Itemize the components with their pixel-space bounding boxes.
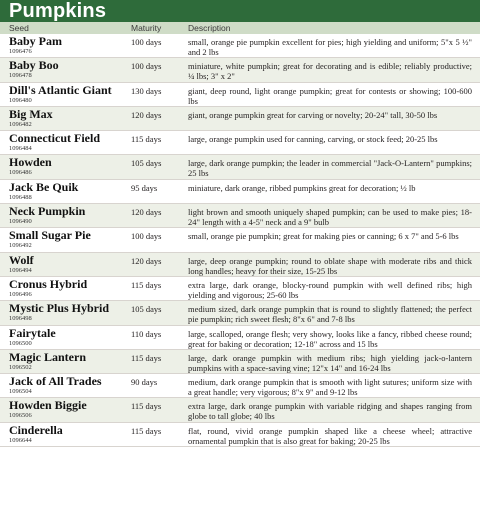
seed-code: 1096480 xyxy=(9,96,32,104)
maturity-cell: 100 days xyxy=(131,231,162,242)
maturity-cell: 110 days xyxy=(131,328,162,339)
table-row xyxy=(0,326,480,350)
seed-cell xyxy=(0,253,131,276)
table-row xyxy=(0,155,480,179)
maturity-cell: 105 days xyxy=(131,158,162,169)
seed-cell xyxy=(0,107,131,130)
table-row xyxy=(0,34,480,58)
seed-cell xyxy=(0,398,131,421)
seed-cell xyxy=(0,326,131,349)
maturity-cell: 100 days xyxy=(131,61,162,72)
seed-name: Baby Pam xyxy=(9,34,63,48)
seed-code: 1096644 xyxy=(9,436,32,444)
seed-cell xyxy=(0,131,131,154)
description-cell: large, orange pumpkin used for canning, carving, or stock feed; 20-25 lbs xyxy=(188,134,438,145)
description-cell: large, dark orange pumpkin; the leader in commercial "Jack-O-Lantern" pumpkins; 25 lbs xyxy=(188,158,472,179)
seed-code: 1096482 xyxy=(9,120,32,128)
seed-name: Howden xyxy=(9,155,52,170)
description-cell: large, scalloped, orange flesh; very showy, looks like a fancy, ribbed cheese round; great for baking or decoration; 12-18" across and 15 lbs xyxy=(188,328,472,349)
column-header-seed: Seed xyxy=(9,23,29,33)
table-header xyxy=(0,0,480,22)
seed-name: Mystic Plus Hybrid xyxy=(9,301,110,316)
seed-code: 1096488 xyxy=(9,193,32,201)
seed-name: Cronus Hybrid xyxy=(9,276,88,291)
description-cell: large, deep orange pumpkin; round to oblate shape with moderate ribs and thick long handles; heavy for their size, 15-25 lbs xyxy=(188,255,472,276)
seed-name: Magic Lantern xyxy=(9,349,86,364)
maturity-cell: 115 days xyxy=(131,401,162,412)
seed-code: 1096494 xyxy=(9,266,32,274)
description-cell: miniature, dark orange, ribbed pumpkins great for decoration; ½ lb xyxy=(188,182,416,193)
seed-cell xyxy=(0,180,131,203)
seed-name: Dill's Atlantic Giant xyxy=(9,82,112,97)
seed-code: 1096478 xyxy=(9,72,32,80)
maturity-cell: 120 days xyxy=(131,109,162,120)
maturity-cell: 115 days xyxy=(131,279,162,290)
seed-code: 1096484 xyxy=(9,145,32,153)
seed-name: Wolf xyxy=(9,252,34,267)
column-headers xyxy=(0,22,480,34)
table-row xyxy=(0,423,480,447)
seed-name: Big Max xyxy=(9,106,53,121)
table-row xyxy=(0,350,480,374)
seed-code: 1096496 xyxy=(9,290,32,298)
description-cell: flat, round, vivid orange pumpkin shaped like a cheese wheel; attractive ornamental pumpkin that is also great for baking; 20-25 lbs xyxy=(188,425,472,446)
description-cell: light brown and smooth uniquely shaped pumpkin; can be used to make pies; 18-24" length with a 4-5" neck and a 9" bulb xyxy=(188,207,472,228)
table-row xyxy=(0,180,480,204)
seed-name: Neck Pumpkin xyxy=(9,204,86,219)
seed-code: 1096498 xyxy=(9,315,32,323)
seed-name: Baby Boo xyxy=(9,58,59,73)
table-row xyxy=(0,253,480,277)
maturity-cell: 115 days xyxy=(131,352,162,363)
table-row xyxy=(0,277,480,301)
table-row xyxy=(0,83,480,107)
seed-cell xyxy=(0,374,131,397)
seed-code: 1096476 xyxy=(9,48,32,55)
column-header-maturity: Maturity xyxy=(131,23,162,33)
table-row xyxy=(0,374,480,398)
table-row xyxy=(0,398,480,422)
maturity-cell: 115 days xyxy=(131,425,162,436)
seed-cell xyxy=(0,155,131,178)
pumpkin-table xyxy=(0,34,480,447)
maturity-cell: 100 days xyxy=(131,37,162,47)
description-cell: extra large, dark orange, blocky-round pumpkin with well defined ribs; high yielding and vigorous; 25-60 lbs xyxy=(188,279,472,300)
seed-name: Howden Biggie xyxy=(9,398,87,413)
maturity-cell: 130 days xyxy=(131,85,162,96)
description-cell: miniature, white pumpkin; great for decorating and is edible; reliably productive; ¼ lbs; 3" x 2" xyxy=(188,61,472,82)
page-title: Pumpkins xyxy=(9,0,107,22)
seed-name: Jack of All Trades xyxy=(9,374,102,389)
seed-code: 1096506 xyxy=(9,412,32,420)
maturity-cell: 120 days xyxy=(131,255,162,266)
seed-cell xyxy=(0,58,131,81)
seed-cell xyxy=(0,350,131,373)
description-cell: medium sized, dark orange pumpkin that is round to slightly flattened; the perfect pie pumpkin; rich sweet flesh; 8"x 6" and 7-8 lbs xyxy=(188,304,472,325)
seed-code: 1096490 xyxy=(9,218,32,226)
seed-code: 1096504 xyxy=(9,388,32,396)
description-cell: large, dark orange pumpkin with medium ribs; high yielding jack-o-lantern pumpkins with a space-saving vine; 12"x 14" and 16-24 lbs xyxy=(188,352,472,373)
seed-code: 1096502 xyxy=(9,363,32,371)
description-cell: giant, orange pumpkin great for carving or novelty; 20-24" tall, 30-50 lbs xyxy=(188,109,438,120)
seed-code: 1096500 xyxy=(9,339,32,347)
seed-cell xyxy=(0,204,131,227)
table-row xyxy=(0,107,480,131)
table-row xyxy=(0,228,480,252)
maturity-cell: 105 days xyxy=(131,304,162,315)
seed-name: Cinderella xyxy=(9,422,63,437)
seed-cell xyxy=(0,34,131,57)
seed-code: 1096486 xyxy=(9,169,32,177)
seed-name: Connecticut Field xyxy=(9,131,100,146)
table-row xyxy=(0,301,480,325)
seed-name: Jack Be Quik xyxy=(9,179,79,194)
description-cell: giant, deep round, light orange pumpkin; great for contests or showing; 100-600 lbs xyxy=(188,85,472,106)
seed-name: Fairytale xyxy=(9,325,56,340)
description-cell: small, orange pie pumpkin; great for making pies or canning; 6 x 7" and 5-6 lbs xyxy=(188,231,459,242)
description-cell: extra large, dark orange pumpkin with variable ridging and shapes ranging from globe to tall globe; 40 lbs xyxy=(188,401,472,422)
column-header-description: Description xyxy=(188,23,231,33)
table-row xyxy=(0,58,480,82)
seed-cell xyxy=(0,228,131,251)
seed-cell xyxy=(0,277,131,300)
seed-name: Small Sugar Pie xyxy=(9,228,91,243)
seed-cell xyxy=(0,301,131,324)
maturity-cell: 95 days xyxy=(131,182,158,193)
seed-code: 1096492 xyxy=(9,242,32,250)
seed-cell xyxy=(0,83,131,106)
table-row xyxy=(0,204,480,228)
maturity-cell: 120 days xyxy=(131,207,162,218)
table-row xyxy=(0,131,480,155)
maturity-cell: 90 days xyxy=(131,377,158,388)
description-cell: medium, dark orange pumpkin that is smooth with light sutures; uniform size with a great handle; very vigorous; 8"x 9" and 9-12 lbs xyxy=(188,377,472,398)
seed-cell xyxy=(0,423,131,446)
maturity-cell: 115 days xyxy=(131,134,162,145)
description-cell: small, orange pie pumpkin excellent for pies; high yielding and uniform; 5"x 5 ½" and 2 lbs xyxy=(188,37,472,57)
